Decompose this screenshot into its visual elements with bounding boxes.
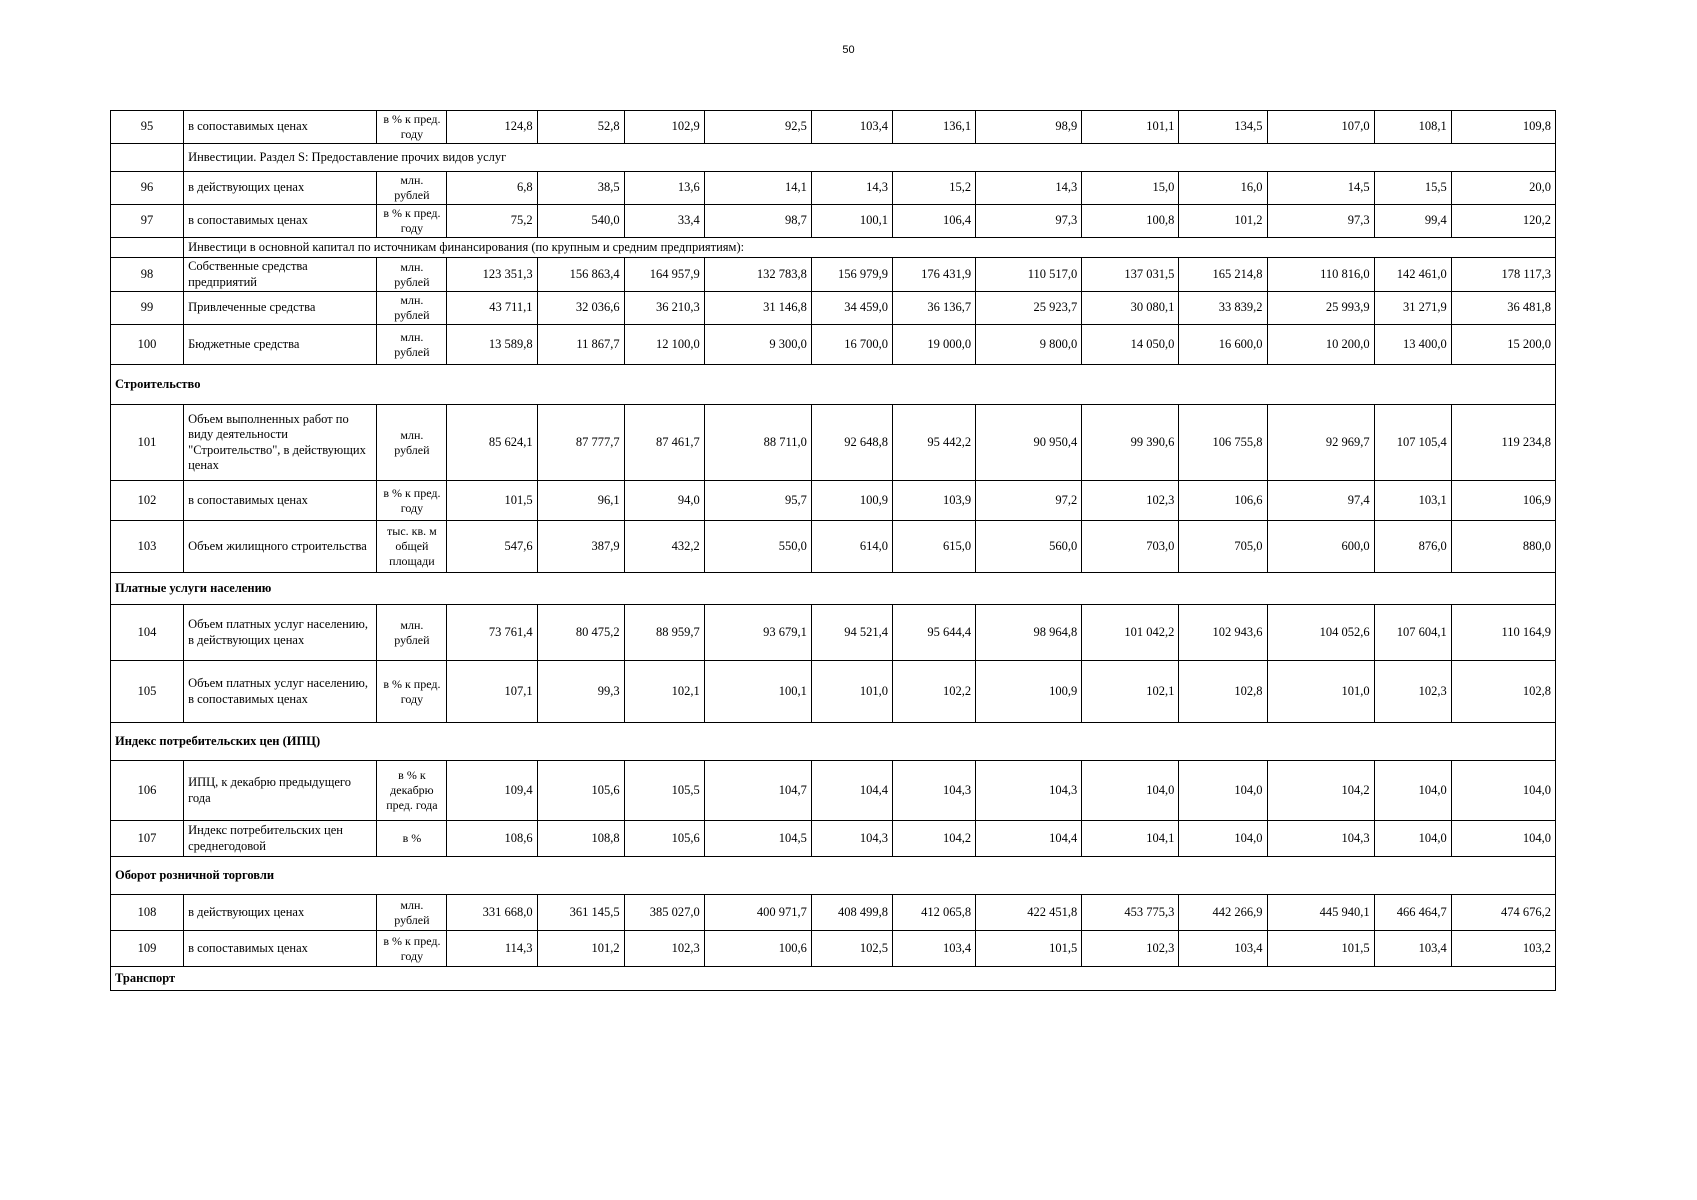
table-body [111, 111, 1556, 991]
table-row [111, 605, 1556, 661]
section-heading: Индекс потребительских цен (ИПЦ) [111, 723, 1556, 761]
value-cell: 36 481,8 [1451, 292, 1555, 325]
value-cell: 103,4 [811, 111, 892, 144]
unit-cell: в % к пред. году [377, 661, 447, 723]
indicator-label: Бюджетные средства [184, 325, 377, 365]
value-cell: 101,0 [811, 661, 892, 723]
value-cell: 32 036,6 [537, 292, 624, 325]
value-cell: 100,1 [811, 205, 892, 238]
indicator-label: Объем выполненных работ по виду деятельности "Строительство", в действующих ценах [184, 405, 377, 481]
value-cell: 104,4 [811, 761, 892, 821]
value-cell: 104 052,6 [1267, 605, 1374, 661]
value-cell: 100,1 [704, 661, 811, 723]
value-cell: 95 442,2 [893, 405, 976, 481]
table-row [111, 521, 1556, 573]
value-cell: 136,1 [893, 111, 976, 144]
value-cell: 33 839,2 [1179, 292, 1267, 325]
value-cell: 90 950,4 [976, 405, 1082, 481]
value-cell: 108,6 [447, 821, 537, 857]
section-row [111, 857, 1556, 895]
value-cell: 100,8 [1082, 205, 1179, 238]
value-cell: 104,2 [1267, 761, 1374, 821]
value-cell: 103,4 [1374, 931, 1451, 967]
value-cell: 97,2 [976, 481, 1082, 521]
empty-cell [111, 238, 184, 258]
table-row [111, 481, 1556, 521]
row-number: 101 [111, 405, 184, 481]
value-cell: 104,0 [1179, 821, 1267, 857]
table-row [111, 405, 1556, 481]
table-row [111, 111, 1556, 144]
value-cell: 105,6 [624, 821, 704, 857]
value-cell: 99,4 [1374, 205, 1451, 238]
value-cell: 119 234,8 [1451, 405, 1555, 481]
value-cell: 101,5 [1267, 931, 1374, 967]
value-cell: 92 969,7 [1267, 405, 1374, 481]
value-cell: 95,7 [704, 481, 811, 521]
value-cell: 14,5 [1267, 172, 1374, 205]
value-cell: 108,1 [1374, 111, 1451, 144]
value-cell: 705,0 [1179, 521, 1267, 573]
subheading: Инвестици в основной капитал по источникам финансирования (по крупным и средним предприятиям): [184, 238, 1556, 258]
value-cell: 94 521,4 [811, 605, 892, 661]
value-cell: 156 863,4 [537, 258, 624, 292]
value-cell: 103,4 [1179, 931, 1267, 967]
value-cell: 15,0 [1082, 172, 1179, 205]
value-cell: 11 867,7 [537, 325, 624, 365]
indicator-label: Индекс потребительских цен среднегодовой [184, 821, 377, 857]
value-cell: 101,2 [1179, 205, 1267, 238]
value-cell: 97,3 [1267, 205, 1374, 238]
value-cell: 600,0 [1267, 521, 1374, 573]
row-number: 108 [111, 895, 184, 931]
value-cell: 13,6 [624, 172, 704, 205]
table-row [111, 325, 1556, 365]
value-cell: 14,1 [704, 172, 811, 205]
value-cell: 98 964,8 [976, 605, 1082, 661]
value-cell: 25 993,9 [1267, 292, 1374, 325]
value-cell: 560,0 [976, 521, 1082, 573]
value-cell: 445 940,1 [1267, 895, 1374, 931]
value-cell: 107,1 [447, 661, 537, 723]
unit-cell: в % к пред. году [377, 481, 447, 521]
value-cell: 110 164,9 [1451, 605, 1555, 661]
value-cell: 87 777,7 [537, 405, 624, 481]
table-row [111, 292, 1556, 325]
value-cell: 36 210,3 [624, 292, 704, 325]
value-cell: 106 755,8 [1179, 405, 1267, 481]
value-cell: 134,5 [1179, 111, 1267, 144]
value-cell: 15,5 [1374, 172, 1451, 205]
value-cell: 104,0 [1451, 761, 1555, 821]
value-cell: 474 676,2 [1451, 895, 1555, 931]
value-cell: 88 711,0 [704, 405, 811, 481]
row-number: 109 [111, 931, 184, 967]
value-cell: 156 979,9 [811, 258, 892, 292]
value-cell: 387,9 [537, 521, 624, 573]
value-cell: 120,2 [1451, 205, 1555, 238]
value-cell: 876,0 [1374, 521, 1451, 573]
value-cell: 14 050,0 [1082, 325, 1179, 365]
indicator-label: в сопоставимых ценах [184, 931, 377, 967]
value-cell: 102,3 [1374, 661, 1451, 723]
value-cell: 103,4 [893, 931, 976, 967]
table-row [111, 205, 1556, 238]
unit-cell: в % к декабрю пред. года [377, 761, 447, 821]
unit-cell: млн. рублей [377, 405, 447, 481]
unit-cell: млн. рублей [377, 605, 447, 661]
unit-cell: в % к пред. году [377, 205, 447, 238]
value-cell: 98,7 [704, 205, 811, 238]
value-cell: 25 923,7 [976, 292, 1082, 325]
value-cell: 104,0 [1374, 821, 1451, 857]
value-cell: 107 604,1 [1374, 605, 1451, 661]
value-cell: 15 200,0 [1451, 325, 1555, 365]
value-cell: 703,0 [1082, 521, 1179, 573]
value-cell: 100,6 [704, 931, 811, 967]
value-cell: 95 644,4 [893, 605, 976, 661]
value-cell: 98,9 [976, 111, 1082, 144]
value-cell: 109,4 [447, 761, 537, 821]
value-cell: 96,1 [537, 481, 624, 521]
value-cell: 110 517,0 [976, 258, 1082, 292]
value-cell: 107,0 [1267, 111, 1374, 144]
value-cell: 102,8 [1451, 661, 1555, 723]
value-cell: 102,8 [1179, 661, 1267, 723]
value-cell: 19 000,0 [893, 325, 976, 365]
section-heading: Оборот розничной торговли [111, 857, 1556, 895]
value-cell: 30 080,1 [1082, 292, 1179, 325]
value-cell: 20,0 [1451, 172, 1555, 205]
unit-cell: млн. рублей [377, 292, 447, 325]
indicator-label: в действующих ценах [184, 895, 377, 931]
value-cell: 104,3 [893, 761, 976, 821]
value-cell: 10 200,0 [1267, 325, 1374, 365]
value-cell: 108,8 [537, 821, 624, 857]
value-cell: 33,4 [624, 205, 704, 238]
value-cell: 104,3 [976, 761, 1082, 821]
value-cell: 102,3 [1082, 931, 1179, 967]
value-cell: 547,6 [447, 521, 537, 573]
unit-cell: млн. рублей [377, 895, 447, 931]
table-row [111, 821, 1556, 857]
value-cell: 101,5 [976, 931, 1082, 967]
value-cell: 14,3 [976, 172, 1082, 205]
value-cell: 615,0 [893, 521, 976, 573]
value-cell: 132 783,8 [704, 258, 811, 292]
page-number: 50 [842, 44, 855, 56]
value-cell: 385 027,0 [624, 895, 704, 931]
empty-cell [111, 144, 184, 172]
indicator-label: Объем жилищного строительства [184, 521, 377, 573]
value-cell: 16 700,0 [811, 325, 892, 365]
table-row [111, 895, 1556, 931]
row-number: 96 [111, 172, 184, 205]
unit-cell: млн. рублей [377, 172, 447, 205]
value-cell: 9 300,0 [704, 325, 811, 365]
value-cell: 15,2 [893, 172, 976, 205]
indicator-label: в сопоставимых ценах [184, 481, 377, 521]
value-cell: 38,5 [537, 172, 624, 205]
value-cell: 124,8 [447, 111, 537, 144]
section-row [111, 573, 1556, 605]
value-cell: 442 266,9 [1179, 895, 1267, 931]
row-number: 95 [111, 111, 184, 144]
value-cell: 92,5 [704, 111, 811, 144]
value-cell: 102 943,6 [1179, 605, 1267, 661]
section-heading: Транспорт [111, 967, 1556, 991]
indicator-label: Объем платных услуг населению, в сопоставимых ценах [184, 661, 377, 723]
value-cell: 106,9 [1451, 481, 1555, 521]
row-number: 104 [111, 605, 184, 661]
value-cell: 100,9 [976, 661, 1082, 723]
row-number: 99 [111, 292, 184, 325]
value-cell: 88 959,7 [624, 605, 704, 661]
subheading-row [111, 144, 1556, 172]
value-cell: 101,5 [447, 481, 537, 521]
table-row [111, 258, 1556, 292]
value-cell: 114,3 [447, 931, 537, 967]
value-cell: 101,0 [1267, 661, 1374, 723]
unit-cell: млн. рублей [377, 258, 447, 292]
value-cell: 97,4 [1267, 481, 1374, 521]
row-number: 103 [111, 521, 184, 573]
subheading: Инвестиции. Раздел S: Предоставление прочих видов услуг [184, 144, 1556, 172]
value-cell: 614,0 [811, 521, 892, 573]
value-cell: 104,3 [1267, 821, 1374, 857]
value-cell: 165 214,8 [1179, 258, 1267, 292]
value-cell: 99,3 [537, 661, 624, 723]
row-number: 107 [111, 821, 184, 857]
section-row [111, 967, 1556, 991]
value-cell: 102,5 [811, 931, 892, 967]
value-cell: 94,0 [624, 481, 704, 521]
row-number: 102 [111, 481, 184, 521]
value-cell: 102,1 [1082, 661, 1179, 723]
value-cell: 34 459,0 [811, 292, 892, 325]
value-cell: 97,3 [976, 205, 1082, 238]
value-cell: 422 451,8 [976, 895, 1082, 931]
indicator-label: в действующих ценах [184, 172, 377, 205]
value-cell: 9 800,0 [976, 325, 1082, 365]
indicator-label: ИПЦ, к декабрю предыдущего года [184, 761, 377, 821]
value-cell: 412 065,8 [893, 895, 976, 931]
unit-cell: в % к пред. году [377, 931, 447, 967]
value-cell: 106,4 [893, 205, 976, 238]
row-number: 97 [111, 205, 184, 238]
value-cell: 102,3 [1082, 481, 1179, 521]
row-number: 106 [111, 761, 184, 821]
row-number: 100 [111, 325, 184, 365]
value-cell: 105,6 [537, 761, 624, 821]
table-row [111, 172, 1556, 205]
value-cell: 101,1 [1082, 111, 1179, 144]
value-cell: 361 145,5 [537, 895, 624, 931]
value-cell: 331 668,0 [447, 895, 537, 931]
value-cell: 101 042,2 [1082, 605, 1179, 661]
value-cell: 123 351,3 [447, 258, 537, 292]
indicator-label: в сопоставимых ценах [184, 111, 377, 144]
value-cell: 102,1 [624, 661, 704, 723]
unit-cell: млн. рублей [377, 325, 447, 365]
value-cell: 87 461,7 [624, 405, 704, 481]
value-cell: 104,1 [1082, 821, 1179, 857]
value-cell: 103,9 [893, 481, 976, 521]
value-cell: 104,7 [704, 761, 811, 821]
value-cell: 103,1 [1374, 481, 1451, 521]
value-cell: 550,0 [704, 521, 811, 573]
value-cell: 432,2 [624, 521, 704, 573]
indicator-label: Привлеченные средства [184, 292, 377, 325]
section-row [111, 723, 1556, 761]
value-cell: 107 105,4 [1374, 405, 1451, 481]
section-heading: Строительство [111, 365, 1556, 405]
value-cell: 408 499,8 [811, 895, 892, 931]
value-cell: 73 761,4 [447, 605, 537, 661]
value-cell: 13 589,8 [447, 325, 537, 365]
value-cell: 31 271,9 [1374, 292, 1451, 325]
value-cell: 104,2 [893, 821, 976, 857]
table-row [111, 761, 1556, 821]
value-cell: 85 624,1 [447, 405, 537, 481]
value-cell: 104,0 [1179, 761, 1267, 821]
indicators-table [110, 110, 1556, 991]
value-cell: 104,0 [1451, 821, 1555, 857]
value-cell: 104,3 [811, 821, 892, 857]
value-cell: 110 816,0 [1267, 258, 1374, 292]
value-cell: 102,2 [893, 661, 976, 723]
value-cell: 137 031,5 [1082, 258, 1179, 292]
section-row [111, 365, 1556, 405]
value-cell: 6,8 [447, 172, 537, 205]
value-cell: 105,5 [624, 761, 704, 821]
value-cell: 104,0 [1082, 761, 1179, 821]
value-cell: 178 117,3 [1451, 258, 1555, 292]
indicator-label: Собственные средства предприятий [184, 258, 377, 292]
value-cell: 104,5 [704, 821, 811, 857]
unit-cell: в % к пред. году [377, 111, 447, 144]
value-cell: 43 711,1 [447, 292, 537, 325]
value-cell: 14,3 [811, 172, 892, 205]
unit-cell: в % [377, 821, 447, 857]
row-number: 98 [111, 258, 184, 292]
table-row [111, 931, 1556, 967]
value-cell: 93 679,1 [704, 605, 811, 661]
value-cell: 104,4 [976, 821, 1082, 857]
value-cell: 31 146,8 [704, 292, 811, 325]
value-cell: 400 971,7 [704, 895, 811, 931]
value-cell: 13 400,0 [1374, 325, 1451, 365]
indicator-label: Объем платных услуг населению, в действующих ценах [184, 605, 377, 661]
value-cell: 102,9 [624, 111, 704, 144]
value-cell: 16 600,0 [1179, 325, 1267, 365]
unit-cell: тыс. кв. м общей площади [377, 521, 447, 573]
value-cell: 99 390,6 [1082, 405, 1179, 481]
row-number: 105 [111, 661, 184, 723]
section-heading: Платные услуги населению [111, 573, 1556, 605]
value-cell: 540,0 [537, 205, 624, 238]
value-cell: 176 431,9 [893, 258, 976, 292]
value-cell: 36 136,7 [893, 292, 976, 325]
value-cell: 75,2 [447, 205, 537, 238]
value-cell: 106,6 [1179, 481, 1267, 521]
subheading-row [111, 238, 1556, 258]
value-cell: 164 957,9 [624, 258, 704, 292]
value-cell: 880,0 [1451, 521, 1555, 573]
value-cell: 104,0 [1374, 761, 1451, 821]
value-cell: 101,2 [537, 931, 624, 967]
value-cell: 109,8 [1451, 111, 1555, 144]
value-cell: 12 100,0 [624, 325, 704, 365]
value-cell: 100,9 [811, 481, 892, 521]
value-cell: 92 648,8 [811, 405, 892, 481]
indicator-label: в сопоставимых ценах [184, 205, 377, 238]
table-row [111, 661, 1556, 723]
value-cell: 466 464,7 [1374, 895, 1451, 931]
value-cell: 80 475,2 [537, 605, 624, 661]
value-cell: 102,3 [624, 931, 704, 967]
value-cell: 103,2 [1451, 931, 1555, 967]
value-cell: 453 775,3 [1082, 895, 1179, 931]
value-cell: 16,0 [1179, 172, 1267, 205]
value-cell: 142 461,0 [1374, 258, 1451, 292]
value-cell: 52,8 [537, 111, 624, 144]
